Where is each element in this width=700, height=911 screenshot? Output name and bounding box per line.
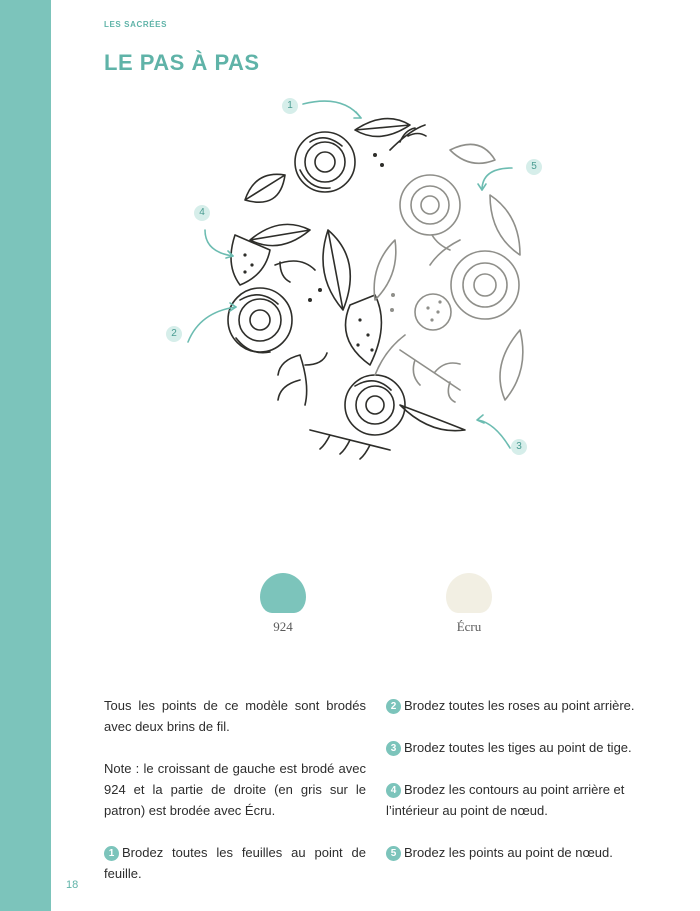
swatch-924-label: 924 (273, 619, 293, 634)
embroidery-pattern-illustration (150, 90, 570, 470)
step-2-text: Brodez toutes les roses au point arrière. (404, 698, 635, 713)
page-number: 18 (66, 879, 79, 891)
section-label: LES SACRÉES (104, 20, 168, 29)
step-4-text: Brodez les contours au point arrière et l’intérieur au point de nœud. (386, 782, 625, 818)
swatch-ecru-label: Écru (456, 619, 482, 634)
side-bar (0, 0, 51, 911)
step-number-2: 2 (386, 699, 401, 714)
step-number-4: 4 (386, 783, 401, 798)
swatch-924 (260, 573, 306, 613)
step-4 (386, 779, 658, 821)
left-column (104, 695, 366, 905)
marker-5: 5 (526, 159, 542, 175)
marker-3: 3 (511, 439, 527, 455)
right-column (386, 695, 658, 884)
step-1-text: Brodez toutes les feuilles au point de feuille. (104, 845, 366, 881)
step-5 (386, 842, 658, 863)
swatch-ecru (446, 573, 492, 613)
marker-2: 2 (166, 326, 182, 342)
page-title: LE PAS À PAS (104, 50, 260, 75)
intro-paragraph: Tous les points de ce modèle sont brodés avec deux brins de fil. (104, 698, 366, 734)
marker-4: 4 (194, 205, 210, 221)
step-3 (386, 737, 658, 758)
step-number-5: 5 (386, 846, 401, 861)
step-5-text: Brodez les points au point de nœud. (404, 845, 613, 860)
step-2 (386, 695, 658, 716)
step-1 (104, 842, 366, 884)
note-paragraph: Note : le croissant de gauche est brodé avec 924 et la partie de droite (en gris sur le patron) est brodée avec Écru. (104, 761, 366, 818)
step-number-3: 3 (386, 741, 401, 756)
step-number-1: 1 (104, 846, 119, 861)
marker-1: 1 (282, 98, 298, 114)
step-3-text: Brodez toutes les tiges au point de tige. (404, 740, 632, 755)
